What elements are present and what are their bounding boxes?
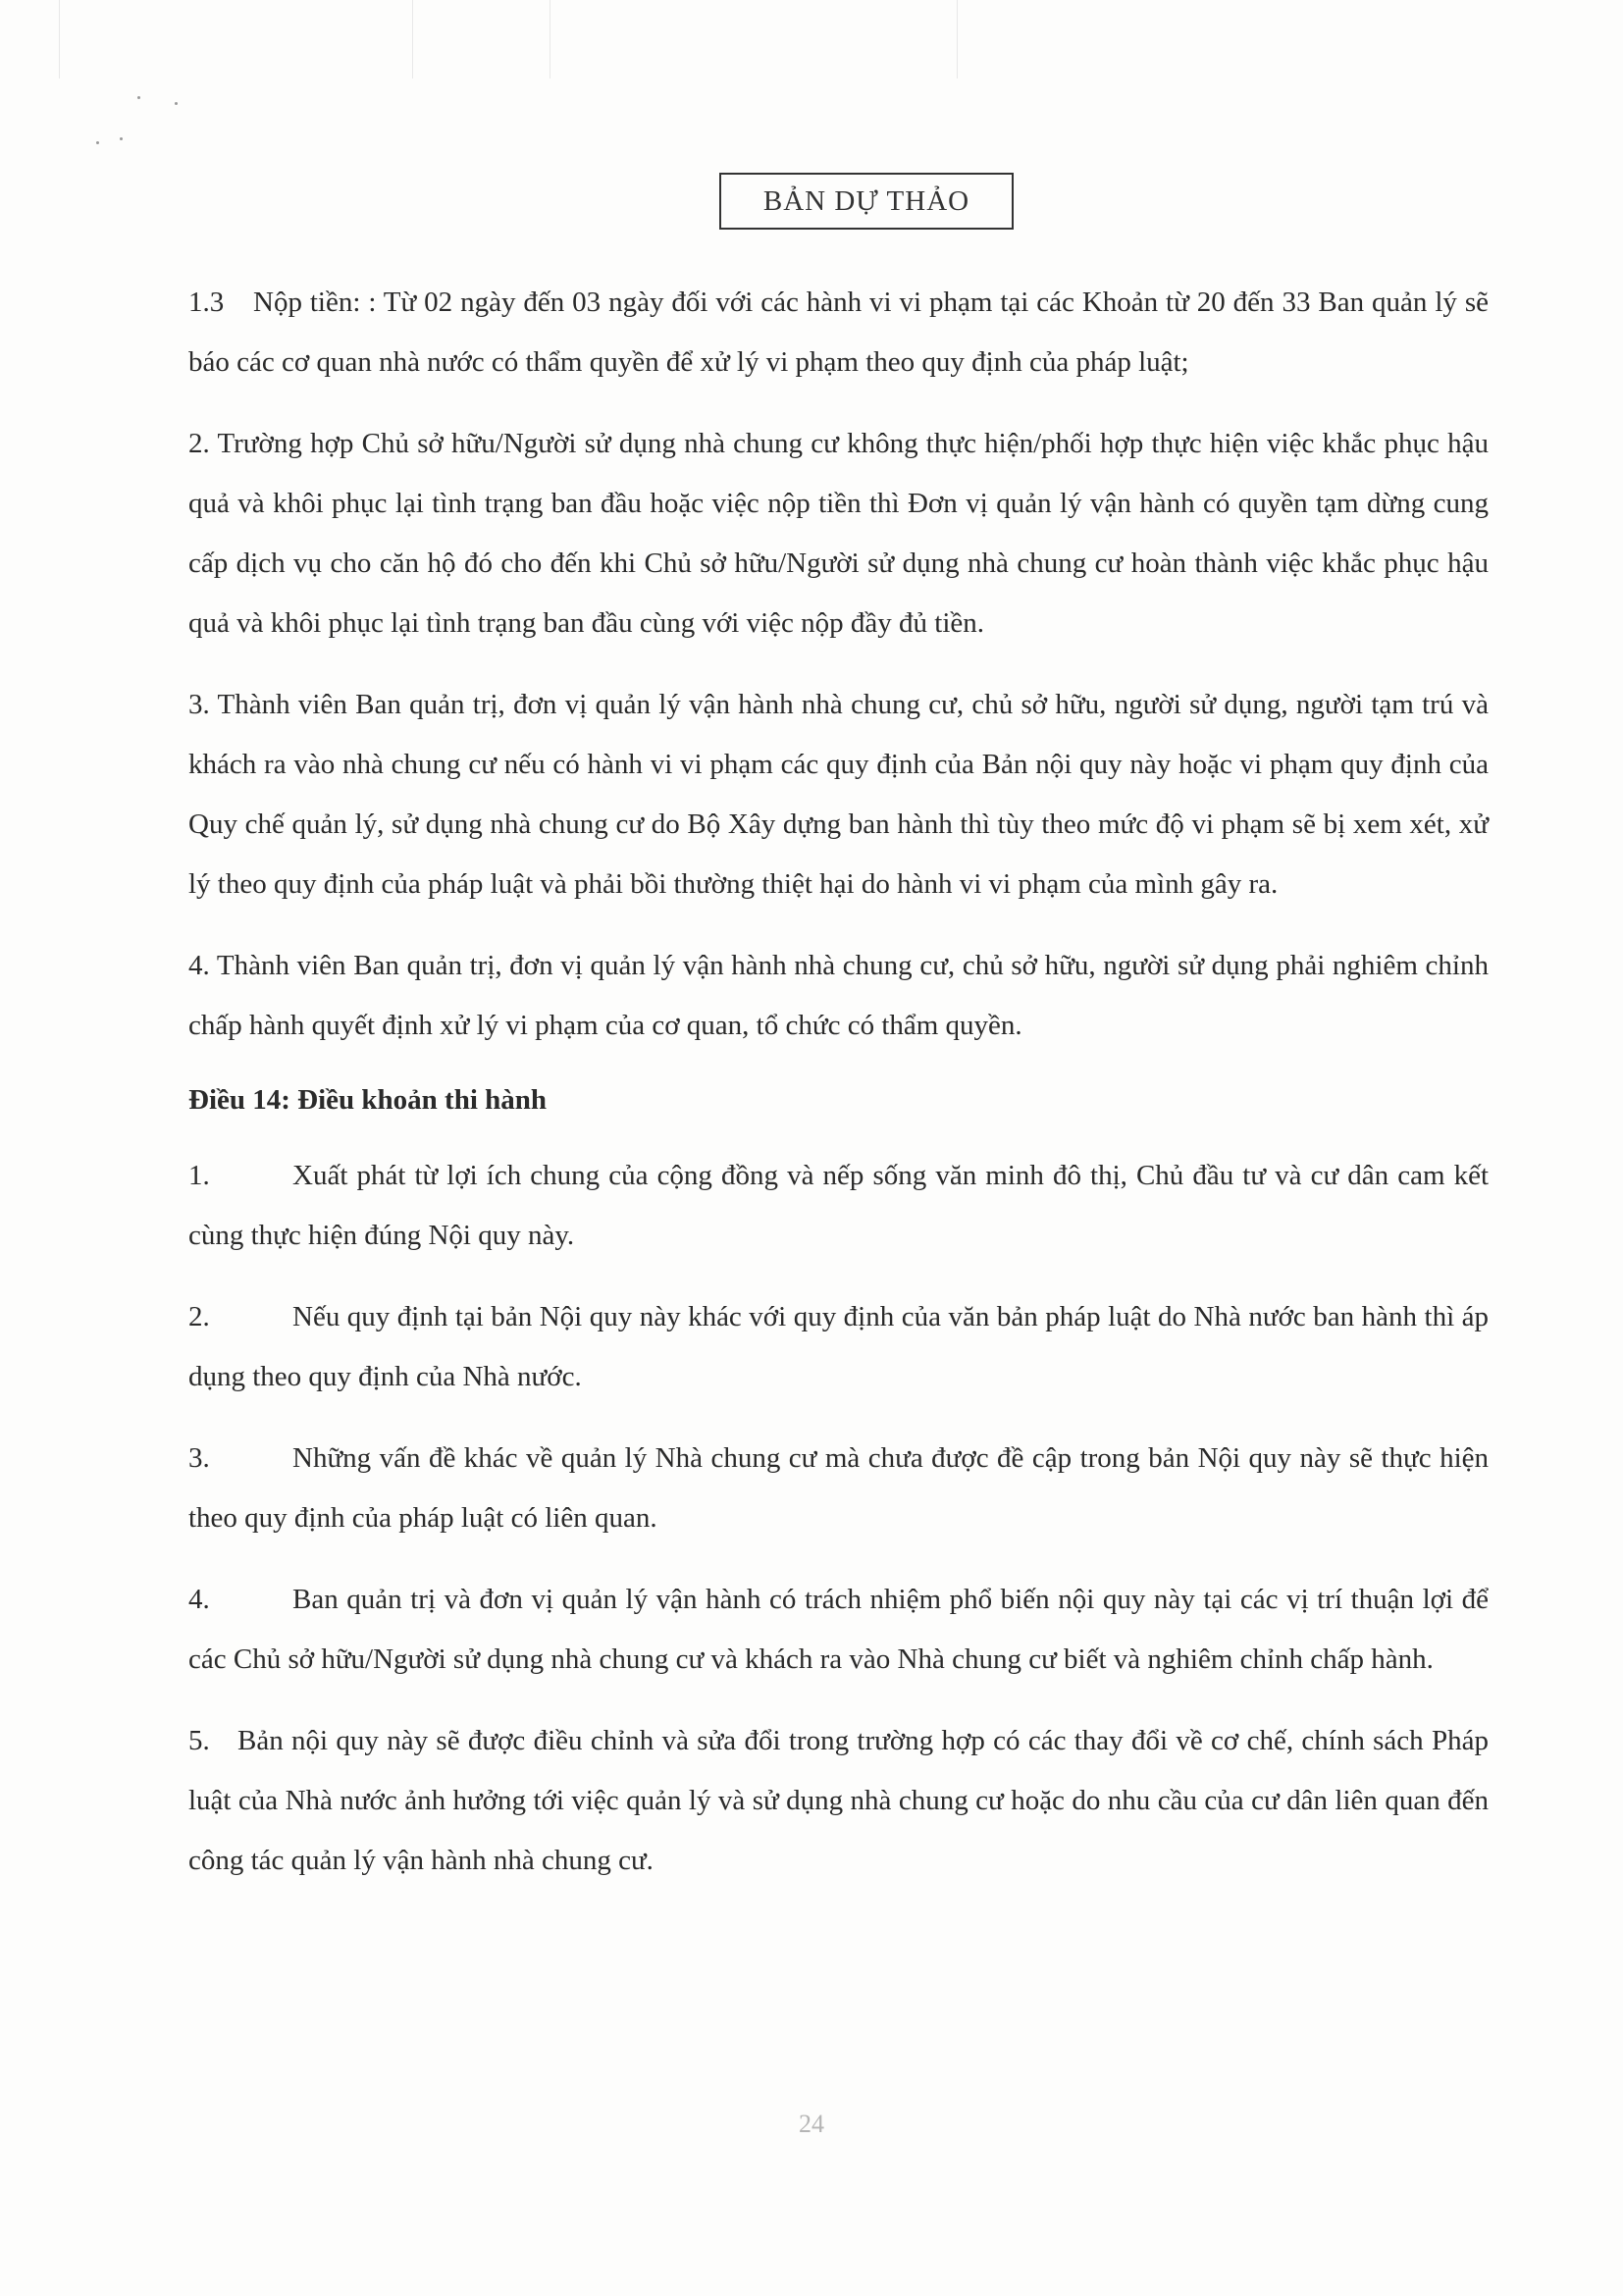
- clause-1-3: [188, 273, 1489, 392]
- item-number: 3.: [188, 1442, 210, 1474]
- scan-artifact: [957, 0, 958, 78]
- scan-artifact: [412, 0, 413, 78]
- article-14-item-4: [188, 1570, 1489, 1690]
- scan-artifact: [137, 96, 140, 99]
- scan-artifact: [96, 141, 99, 144]
- scan-artifact: [120, 137, 123, 140]
- article-14-item-5: [188, 1711, 1489, 1891]
- scan-artifact: [59, 0, 60, 78]
- paragraph-3: 3. Thành viên Ban quản trị, đơn vị quản lý vận hành nhà chung cư, chủ sở hữu, người sử dụng, người tạm trú và khách ra vào nhà chung cư nếu có hành vi vi phạm các quy định của Bản nội quy này hoặc vi phạm quy định của Quy chế quản lý, sử dụng nhà chung cư do Bộ Xây dựng ban hành thì tùy theo mức độ vi phạm sẽ bị xem xét, xử lý theo quy định của pháp luật và phải bồi thường thiệt hại do hành vi vi phạm của mình gây ra.: [188, 689, 1489, 900]
- draft-stamp: [719, 173, 1014, 230]
- item-number: 2.: [188, 1301, 210, 1332]
- clause-text: Nộp tiền: : Từ 02 ngày đến 03 ngày đối với các hành vi vi phạm tại các Khoản từ 20 đến 33 Ban quản lý sẽ báo các cơ quan nhà nước có thẩm quyền để xử lý vi phạm theo quy định của pháp luật;: [188, 287, 1489, 378]
- item-text: Bản nội quy này sẽ được điều chỉnh và sửa đổi trong trường hợp có các thay đổi về cơ chế, chính sách Pháp luật của Nhà nước ảnh hưởng tới việc quản lý và sử dụng nhà chung cư hoặc do nhu cầu của cư dân liên quan đến công tác quản lý vận hành nhà chung cư.: [188, 1725, 1489, 1876]
- item-number: 5.: [188, 1725, 210, 1756]
- article-14-heading: Điều 14: Điều khoản thi hành: [188, 1084, 548, 1116]
- item-number: 4.: [188, 1584, 210, 1615]
- page-number: 24: [799, 2110, 824, 2138]
- paragraph-4: 4. Thành viên Ban quản trị, đơn vị quản lý vận hành nhà chung cư, chủ sở hữu, người sử dụng phải nghiêm chỉnh chấp hành quyết định xử lý vi phạm của cơ quan, tổ chức có thẩm quyền.: [188, 950, 1489, 1041]
- article-14-item-1: [188, 1146, 1489, 1266]
- clause-number: 1.3: [188, 287, 225, 318]
- item-text: Ban quản trị và đơn vị quản lý vận hành có trách nhiệm phổ biến nội quy này tại các vị trí thuận lợi để các Chủ sở hữu/Người sử dụng nhà chung cư và khách ra vào Nhà chung cư biết và nghiêm chỉnh chấp hành.: [188, 1584, 1489, 1675]
- article-14-item-3: [188, 1429, 1489, 1548]
- scan-artifact: [175, 102, 178, 105]
- draft-label: BẢN DỰ THẢO: [762, 184, 970, 217]
- document-body: [188, 273, 1489, 1912]
- item-text: Nếu quy định tại bản Nội quy này khác với quy định của văn bản pháp luật do Nhà nước ban hành thì áp dụng theo quy định của Nhà nước.: [188, 1301, 1489, 1392]
- paragraph-2: 2. Trường hợp Chủ sở hữu/Người sử dụng nhà chung cư không thực hiện/phối hợp thực hiện việc khắc phục hậu quả và khôi phục lại tình trạng ban đầu hoặc việc nộp tiền thì Đơn vị quản lý vận hành có quyền tạm dừng cung cấp dịch vụ cho căn hộ đó cho đến khi Chủ sở hữu/Người sử dụng nhà chung cư hoàn thành việc khắc phục hậu quả và khôi phục lại tình trạng ban đầu cùng với việc nộp đầy đủ tiền.: [188, 428, 1489, 639]
- article-14-item-2: [188, 1287, 1489, 1407]
- item-text: Những vấn đề khác về quản lý Nhà chung cư mà chưa được đề cập trong bản Nội quy này sẽ thực hiện theo quy định của pháp luật có liên quan.: [188, 1442, 1489, 1534]
- item-text: Xuất phát từ lợi ích chung của cộng đồng và nếp sống văn minh đô thị, Chủ đầu tư và cư dân cam kết cùng thực hiện đúng Nội quy này.: [188, 1160, 1489, 1251]
- item-number: 1.: [188, 1160, 210, 1191]
